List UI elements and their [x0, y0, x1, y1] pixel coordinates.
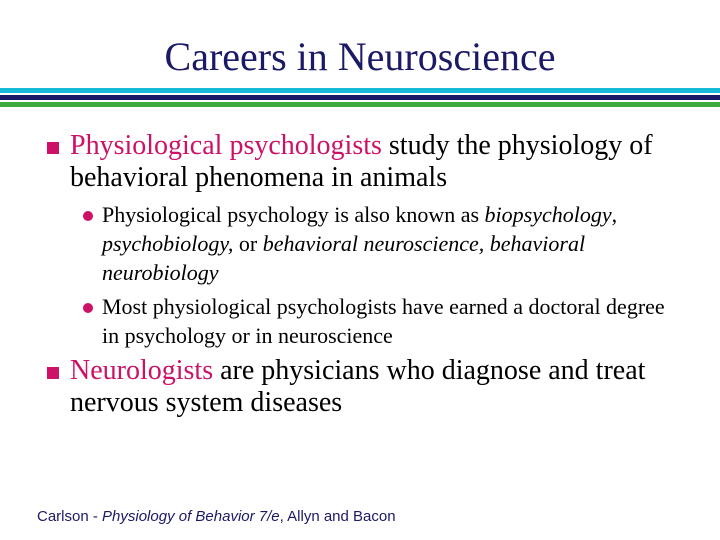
bullet-term: Neurologists	[70, 355, 214, 386]
sub-bullet-lead: Physiological psychology is also known as	[102, 202, 485, 227]
sub-bullet-text: Most physiological psychologists have earned a doctoral degree in psychology or in neuroscience	[102, 294, 665, 348]
bullet-neurologists	[0, 355, 720, 419]
square-bullet-icon	[47, 367, 59, 379]
sub-bullet-doctoral-degree	[0, 292, 720, 350]
title-rule-green	[0, 102, 720, 107]
round-bullet-icon	[83, 303, 93, 313]
title-rule-cyan	[0, 88, 720, 93]
term-psychobiology: psychobiology,	[102, 231, 234, 256]
sub-bullet-also-known-as	[0, 200, 720, 287]
slide-footer	[37, 508, 396, 526]
footer-publisher: , Allyn and Bacon	[279, 508, 396, 525]
slide-body	[0, 130, 720, 425]
title-rule-navy	[0, 95, 720, 100]
bullet-term: Physiological psychologists	[70, 130, 382, 161]
bullet-text: are physicians who diagnose and treat nervous system diseases	[70, 355, 646, 418]
separator: ,	[611, 202, 618, 227]
bullet-physiological-psychologists	[0, 130, 720, 194]
term-behavioral-neuroscience: behavioral neuroscience, behavioral neurobiology	[102, 231, 586, 285]
footer-book-title: Physiology of Behavior 7/e	[102, 508, 280, 525]
slide-title: Careers in Neuroscience	[164, 34, 556, 79]
round-bullet-icon	[83, 211, 93, 221]
conjunction-or: or	[233, 231, 263, 256]
footer-author: Carlson -	[37, 508, 103, 525]
bullet-text: study the physiology of behavioral phenomena in animals	[70, 130, 653, 193]
square-bullet-icon	[47, 142, 59, 154]
term-biopsychology: biopsychology	[484, 202, 612, 227]
